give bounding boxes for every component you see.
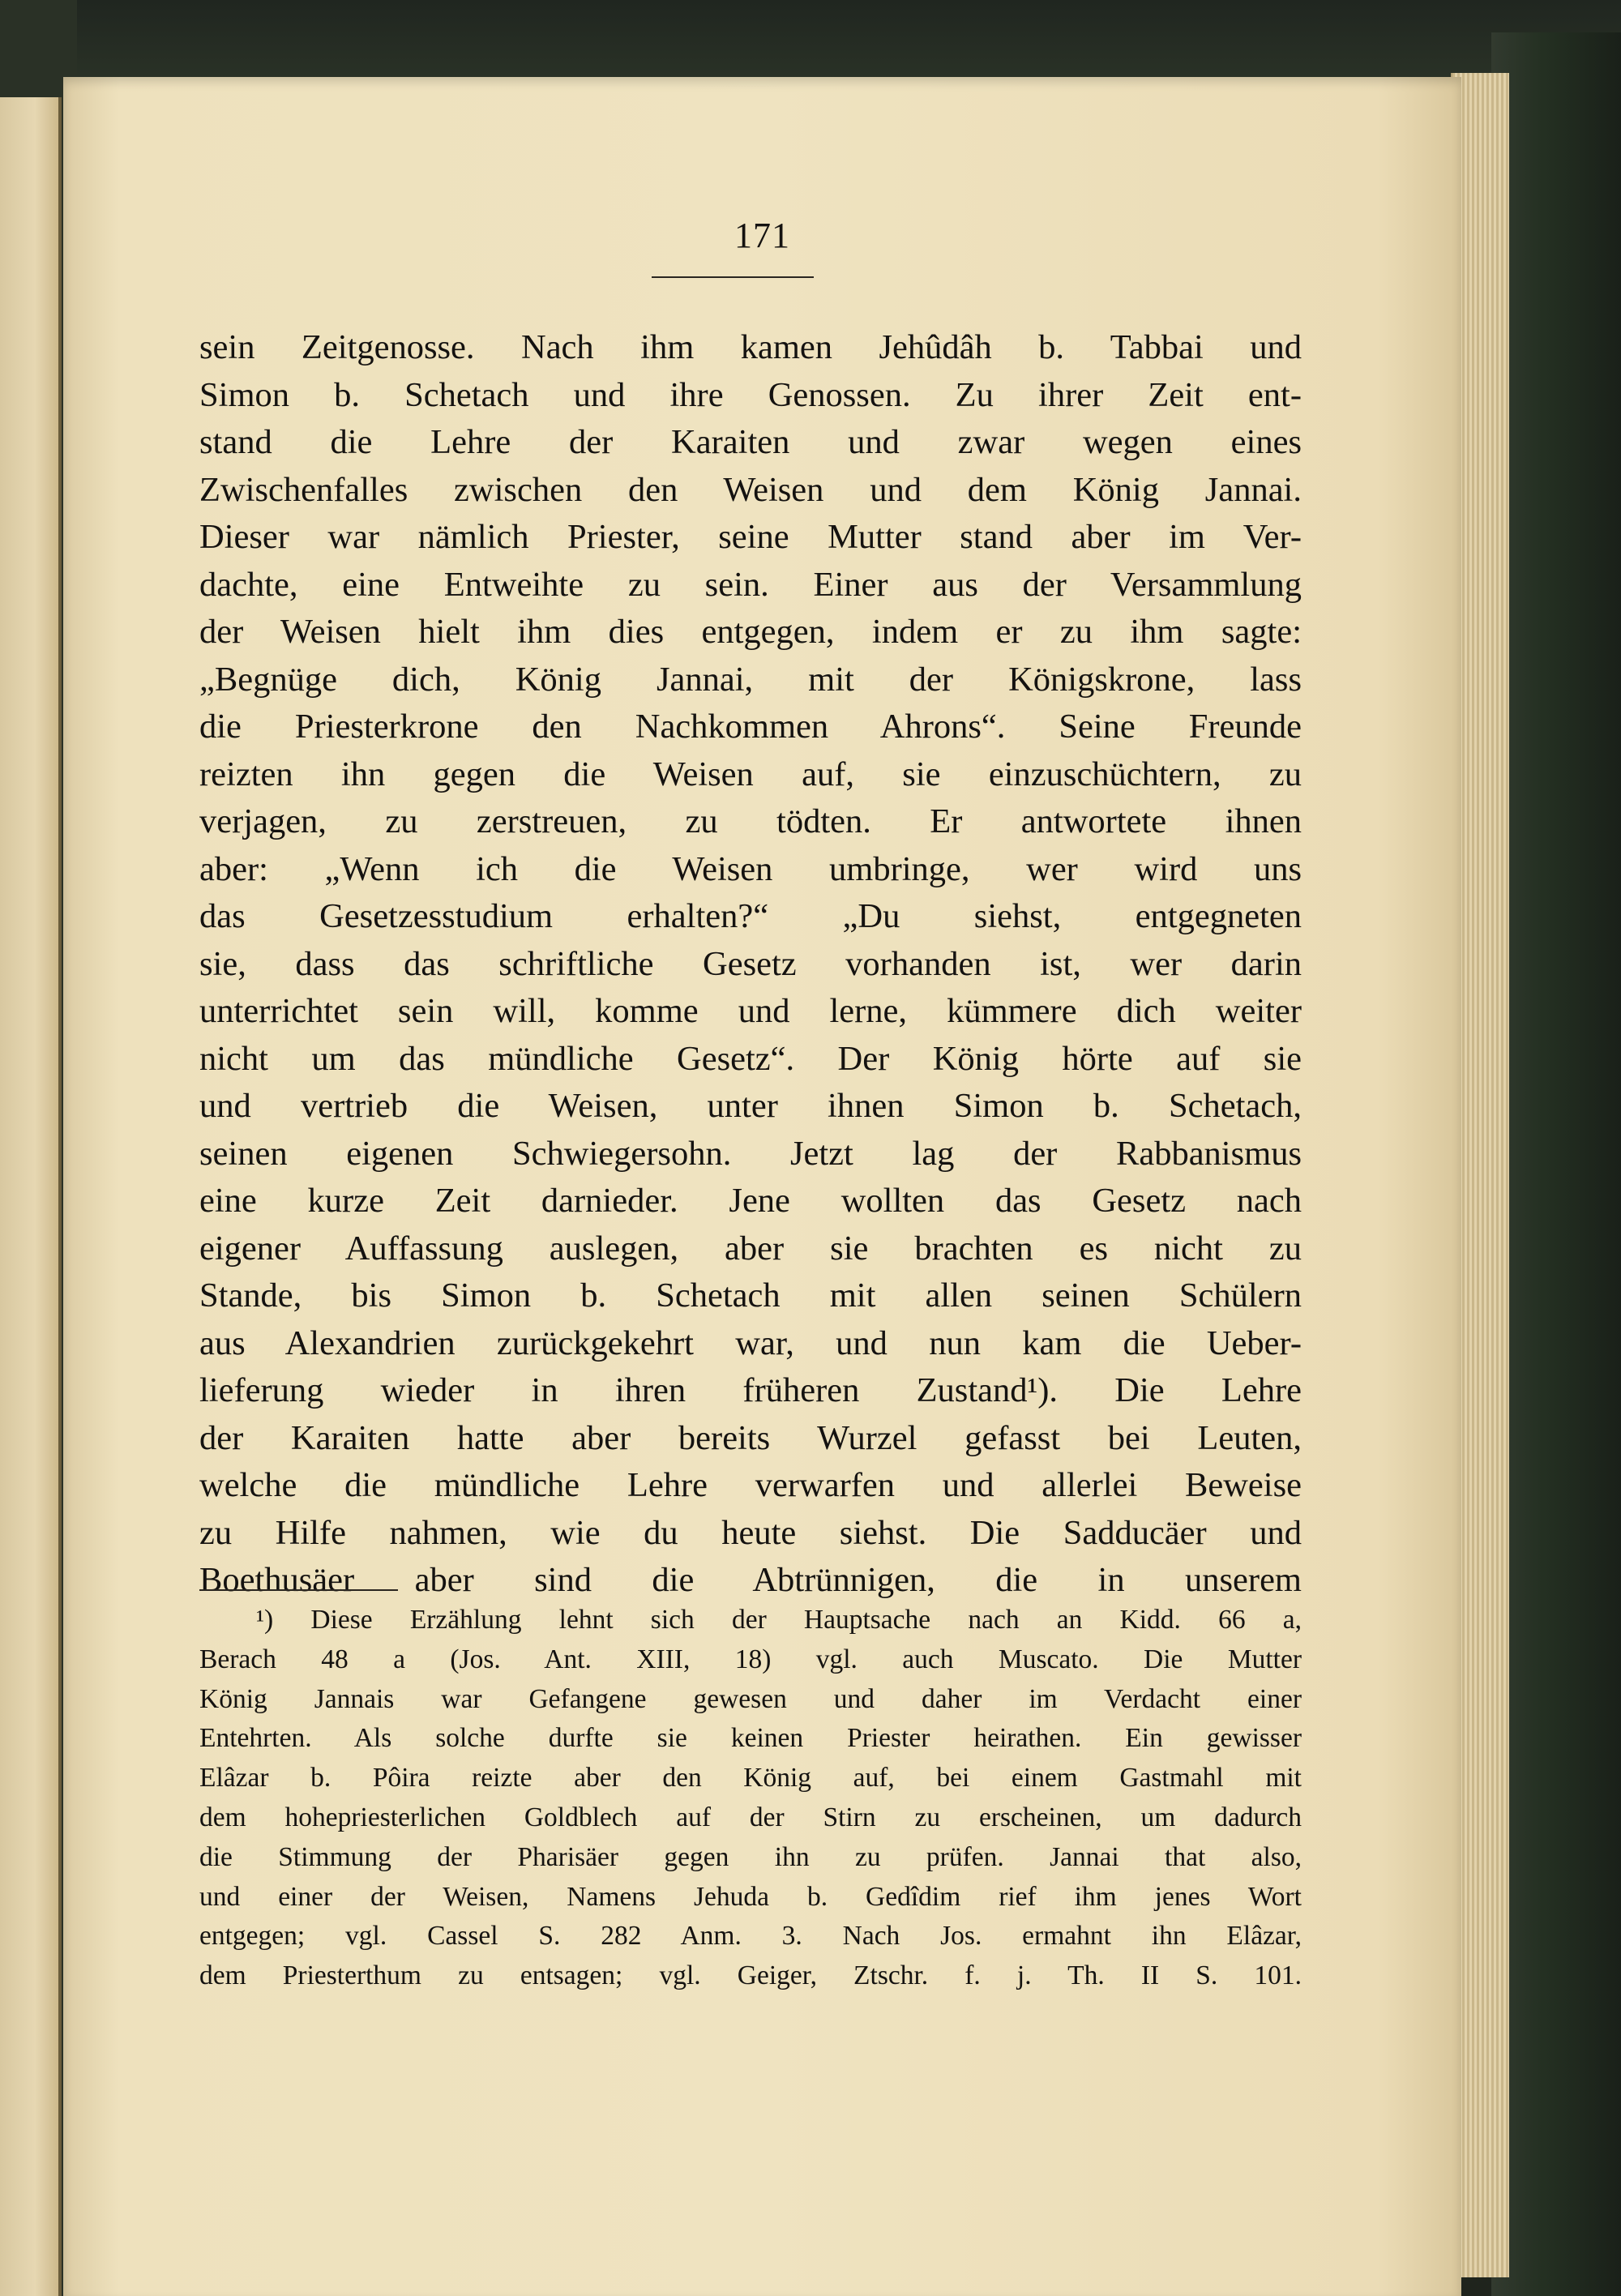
text-line: Stande, bis Simon b. Schetach mit allen seinen Schülern [199, 1276, 1302, 1315]
text-line: unterrichtet sein will, komme und lerne, kümmere dich weiter [199, 992, 1302, 1030]
text-line: Simon b. Schetach und ihre Genossen. Zu ihrer Zeit ent- [199, 375, 1302, 414]
footnote-line: ¹) Diese Erzählung lehnt sich der Hauptsache nach an Kidd. 66 a, [256, 1605, 1302, 1635]
text-line: der Weisen hielt ihm dies entgegen, indem er zu ihm sagte: [199, 613, 1302, 651]
footnote-line: dem Priesterthum zu entsagen; vgl. Geiger, Ztschr. f. j. Th. II S. 101. [199, 1960, 1302, 1991]
text-line: eine kurze Zeit darnieder. Jene wollten das Gesetz nach [199, 1182, 1302, 1220]
footnote-line: König Jannais war Gefangene gewesen und daher im Verdacht einer [199, 1683, 1302, 1714]
text-line: Dieser war nämlich Priester, seine Mutter stand aber im Ver- [199, 518, 1302, 556]
footnote-line: und einer der Weisen, Namens Jehuda b. Gedîdim rief ihm jenes Wort [199, 1881, 1302, 1912]
text-line: zu Hilfe nahmen, wie du heute siehst. Die Sadducäer und [199, 1513, 1302, 1552]
text-line: die Priesterkrone den Nachkommen Ahrons“. Seine Freunde [199, 708, 1302, 746]
text-line: verjagen, zu zerstreuen, zu tödten. Er antwortete ihnen [199, 802, 1302, 840]
text-line: Boethusäer aber sind die Abtrünnigen, die in unserem [199, 1561, 1302, 1599]
footnote-line: Elâzar b. Pôira reizte aber den König auf, bei einem Gastmahl mit [199, 1763, 1302, 1794]
footnote-line: dem hohepriesterlichen Goldblech auf der Stirn zu erscheinen, um dadurch [199, 1802, 1302, 1832]
page-number: 171 [734, 216, 790, 255]
text-line: eigener Auffassung auslegen, aber sie brachten es nicht zu [199, 1229, 1302, 1268]
text-line: sie, dass das schriftliche Gesetz vorhanden ist, wer darin [199, 944, 1302, 983]
footnote-rule [199, 1589, 398, 1591]
text-line: und vertrieb die Weisen, unter ihnen Simon b. Schetach, [199, 1087, 1302, 1125]
text-line: welche die mündliche Lehre verwarfen und allerlei Beweise [199, 1466, 1302, 1504]
text-line: aus Alexandrien zurückgekehrt war, und nun kam die Ueber- [199, 1323, 1302, 1362]
text-line: der Karaiten hatte aber bereits Wurzel gefasst bei Leuten, [199, 1418, 1302, 1457]
text-line: das Gesetzesstudium erhalten?“ „Du siehst, entgegneten [199, 897, 1302, 935]
text-line: aber: „Wenn ich die Weisen umbringe, wer wird uns [199, 849, 1302, 888]
text-line: reizten ihn gegen die Weisen auf, sie einzuschüchtern, zu [199, 755, 1302, 793]
text-line: „Begnüge dich, König Jannai, mit der Königskrone, lass [199, 660, 1302, 699]
text-line: nicht um das mündliche Gesetz“. Der König hörte auf sie [199, 1039, 1302, 1078]
text-line: lieferung wieder in ihren früheren Zustand¹). Die Lehre [199, 1371, 1302, 1409]
book-cover-top [73, 0, 1621, 89]
text-line: Zwischenfalles zwischen den Weisen und dem König Jannai. [199, 470, 1302, 509]
text-line: stand die Lehre der Karaiten und zwar wegen eines [199, 423, 1302, 461]
footnote-line: Berach 48 a (Jos. Ant. XIII, 18) vgl. auch Muscato. Die Mutter [199, 1644, 1302, 1674]
footnotes [199, 1601, 1302, 1996]
footnote-line: Entehrten. Als solche durfte sie keinen Priester heirathen. Ein gewisser [199, 1723, 1302, 1754]
body-text [199, 324, 1302, 1605]
footnote-line: die Stimmung der Pharisäer gegen ihn zu prüfen. Jannai that also, [199, 1841, 1302, 1872]
text-line: seinen eigenen Schwiegersohn. Jetzt lag der Rabbanismus [199, 1134, 1302, 1173]
header-rule [652, 276, 814, 278]
footnote-line: entgegen; vgl. Cassel S. 282 Anm. 3. Nach Jos. ermahnt ihn Elâzar, [199, 1921, 1302, 1952]
book-page [63, 77, 1461, 2296]
text-line: dachte, eine Entweihte zu sein. Einer aus der Versammlung [199, 565, 1302, 604]
book-cover-right [1491, 32, 1621, 2296]
text-line: sein Zeitgenosse. Nach ihm kamen Jehûdâh b. Tabbai und [199, 328, 1302, 366]
facing-page-edge [0, 97, 62, 2296]
